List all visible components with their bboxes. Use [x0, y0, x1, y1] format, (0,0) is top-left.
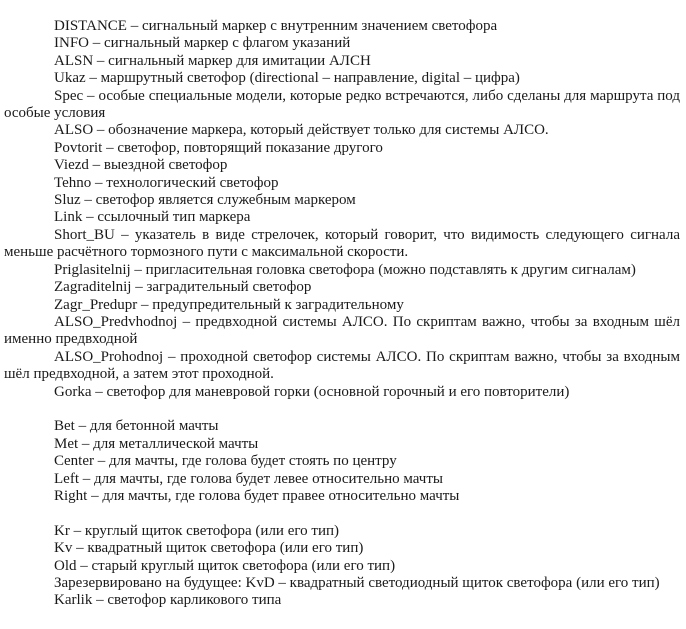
paragraph-line: Left – для мачты, где голова будет левее относительно мачты	[54, 470, 443, 487]
paragraph-line: Ukaz – маршрутный светофор (directional – направление, digital – цифра)	[54, 70, 520, 87]
paragraph-line: ALSO_Prohodnoj – проходной светофор системы АЛСО. По скриптам важно, чтобы за входным шёл предвходной, а затем этот проходной.	[4, 348, 680, 383]
paragraph-line: Center – для мачты, где голова будет стоять по центру	[54, 453, 397, 470]
paragraph-line: Зарезервировано на будущее: KvD – квадратный светодиодный щиток светофора (или его тип)	[54, 574, 660, 591]
paragraph-line: Karlik – светофор карликового типа	[54, 592, 282, 609]
paragraph-line: Povtorit – светофор, повторящий показание другого	[54, 139, 383, 156]
paragraph-line: Viezd – выездной светофор	[54, 157, 228, 174]
paragraph-line: Bet – для бетонной мачты	[54, 418, 219, 435]
paragraph-line: Gorka – светофор для маневровой горки (основной горочный и его повторители)	[54, 383, 570, 400]
paragraph-line: Priglasitelnij – пригласительная головка светофора (можно подставлять к другим сигналам)	[54, 261, 636, 278]
paragraph-line: Kr – круглый щиток светофора (или его тип)	[54, 522, 339, 539]
paragraph-line: Zagr_Predupr – предупредительный к заградительному	[54, 296, 404, 313]
paragraph-line: Zagraditelnij – заградительный светофор	[54, 279, 312, 296]
paragraph-line: Tehno – технологический светофор	[54, 174, 279, 191]
paragraph-line: DISTANCE – сигнальный маркер с внутренним значением светофора	[54, 18, 498, 34]
paragraph-line: Met – для металлической мачты	[54, 435, 259, 452]
paragraph-line: ALSN – сигнальный маркер для имитации АЛСН	[54, 52, 371, 69]
paragraph-line: Old – старый круглый щиток светофора (или его тип)	[54, 557, 396, 574]
paragraph-line: Sluz – светофор является служебным маркером	[54, 192, 356, 209]
paragraph-line: Kv – квадратный щиток светофора (или его тип)	[54, 540, 364, 557]
paragraph-spacer	[4, 401, 680, 418]
paragraph-line: Short_BU – указатель в виде стрелочек, который говорит, что видимость следующего сигнала меньше расчётного тормозного пути с максимальной скорости.	[4, 226, 680, 261]
paragraph-line: Link – ссылочный тип маркера	[54, 209, 251, 226]
paragraph-line: ALSO_Predvhodnoj – предвходной системы АЛСО. По скриптам важно, чтобы за входным шёл именно предвходной	[4, 313, 680, 348]
paragraph-line: Spec – особые специальные модели, которые редко встречаются, либо сделаны для маршрута под особые условия	[4, 87, 680, 122]
paragraph-line: Right – для мачты, где голова будет правее относительно мачты	[54, 487, 460, 504]
paragraph-spacer	[4, 505, 680, 522]
paragraph-line: INFO – сигнальный маркер с флагом указаний	[54, 35, 351, 52]
paragraph-line: ALSO – обозначение маркера, который действует только для системы АЛСО.	[54, 122, 549, 139]
